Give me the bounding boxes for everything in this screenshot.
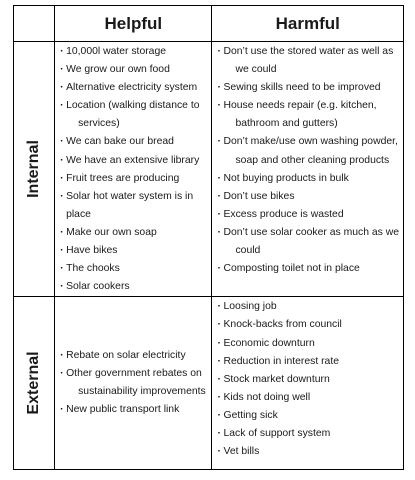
list-item: · We can bake our bread	[60, 133, 209, 151]
list-item: · Getting sick	[217, 407, 401, 425]
external-helpful-cell	[55, 297, 212, 470]
list-item	[217, 133, 401, 169]
list-item: · Have bikes	[60, 242, 209, 260]
external-harmful-list	[212, 297, 403, 461]
list-item: · Fruit trees are producing	[60, 170, 209, 188]
internal-label: Internal	[25, 140, 43, 199]
list-item: · Kids not doing well	[217, 389, 401, 407]
header-row	[14, 6, 404, 42]
harmful-header: Harmful	[212, 6, 404, 42]
list-item-continuation: soap and other cleaning products	[235, 154, 390, 166]
list-item-continuation: services)	[78, 118, 120, 130]
list-item: · Stock market downturn	[217, 371, 401, 389]
list-item: · Don’t use bikes	[217, 188, 401, 206]
list-item-continuation: sustainability improvements	[78, 386, 206, 398]
list-item	[217, 224, 401, 260]
external-row	[14, 297, 404, 470]
list-item	[217, 43, 401, 79]
list-item: · Lack of support system	[217, 425, 401, 443]
list-item: · Alternative electricity system	[60, 79, 209, 97]
external-helpful-list	[55, 347, 211, 419]
list-item: · Knock-backs from council	[217, 316, 401, 334]
internal-harmful-list	[212, 42, 403, 278]
list-item: · Solar hot water system is in place	[60, 188, 209, 224]
list-item-text: Don’t make/use own washing powder,	[223, 136, 398, 148]
list-item-continuation: bathroom and gutters)	[235, 118, 338, 130]
internal-helpful-list	[55, 42, 211, 296]
internal-helpful-cell	[55, 42, 212, 297]
list-item: · New public transport link	[60, 401, 209, 419]
list-item	[60, 97, 209, 133]
list-item: · Excess produce is wasted	[217, 206, 401, 224]
list-item-continuation: could	[235, 245, 261, 257]
list-item: · We grow our own food	[60, 61, 209, 79]
helpful-header: Helpful	[55, 6, 212, 42]
list-item-continuation: we could	[235, 64, 277, 76]
list-item: · Solar cookers	[60, 278, 209, 296]
list-item-text: Location (walking distance to	[66, 100, 200, 112]
list-item: · Economic downturn	[217, 335, 401, 353]
list-item: · Vet bills	[217, 443, 401, 461]
list-item: · Sewing skills need to be improved	[217, 79, 401, 97]
external-side-cell	[14, 297, 55, 470]
list-item: · Composting toilet not in place	[217, 260, 401, 278]
list-item-text: Other government rebates on	[66, 368, 202, 380]
list-item: · 10,000l water storage	[60, 43, 209, 61]
list-item-text: Don’t use solar cooker as much as we	[223, 226, 400, 238]
external-label: External	[25, 351, 43, 415]
list-item: · The chooks	[60, 260, 209, 278]
list-item	[217, 97, 401, 133]
list-item-text: House needs repair (e.g. kitchen,	[223, 100, 377, 112]
internal-row	[14, 42, 404, 297]
swot-table	[13, 5, 404, 470]
list-item: · Reduction in interest rate	[217, 353, 401, 371]
list-item: · Loosing job	[217, 298, 401, 316]
internal-side-cell	[14, 42, 55, 297]
corner-cell	[14, 6, 55, 42]
list-item: · Rebate on solar electricity	[60, 347, 209, 365]
list-item: · We have an extensive library	[60, 152, 209, 170]
list-item: · Make our own soap	[60, 224, 209, 242]
internal-harmful-cell	[212, 42, 404, 297]
external-harmful-cell	[212, 297, 404, 470]
list-item	[60, 365, 209, 401]
list-item-text: Don’t use the stored water as well as	[223, 46, 394, 57]
list-item: · Not buying products in bulk	[217, 170, 401, 188]
